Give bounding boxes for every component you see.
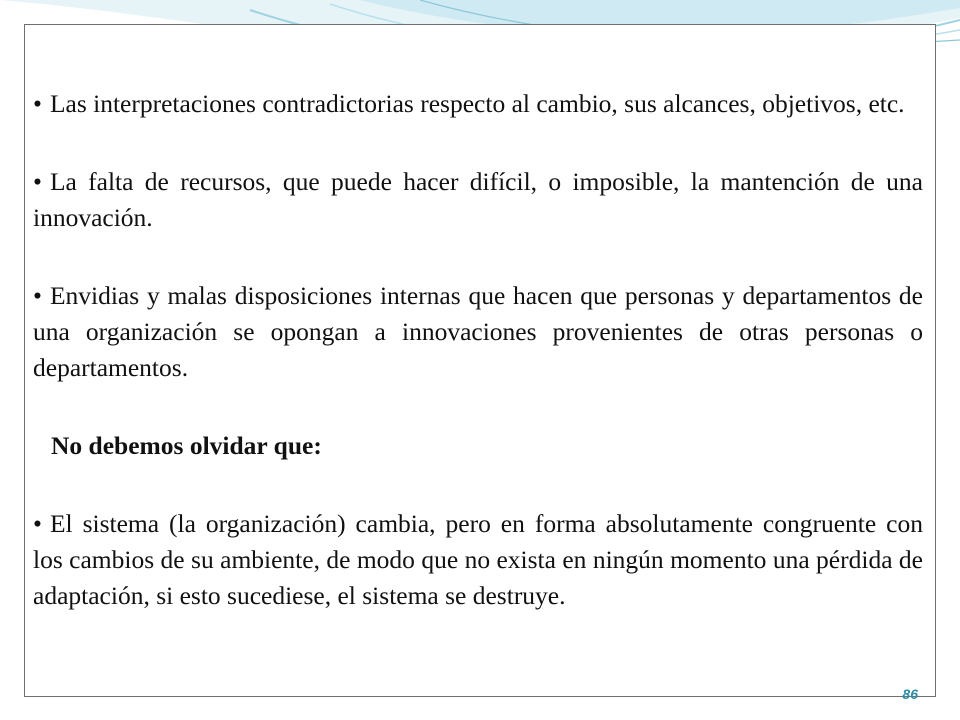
bullet-icon: • <box>33 281 42 310</box>
bullet-icon: • <box>33 509 42 538</box>
bullet-text: Las interpretaciones contradictorias respecto al cambio, sus alcances, objetivos, etc. <box>49 89 905 118</box>
bullet-item-envidias <box>33 278 923 386</box>
bullet-item-recursos <box>33 164 923 236</box>
bullet-text: Envidias y malas disposiciones internas que hacen que personas y departamentos de una organización se opongan a innovaciones provenientes de otras personas o departamentos. <box>33 281 923 382</box>
bullet-text: El sistema (la organización) cambia, pero en forma absolutamente congruente con los cambios de su ambiente, de modo que no exista en ningún momento una pérdida de adaptación, si esto sucediese, el sistema se destruye. <box>33 509 923 610</box>
page-number: 86 <box>902 686 918 702</box>
bullet-icon: • <box>33 167 42 196</box>
body-text <box>33 86 923 614</box>
bullet-item-interpretaciones <box>33 86 923 122</box>
bullet-text: La falta de recursos, que puede hacer difícil, o imposible, la mantención de una innovación. <box>33 167 923 232</box>
bullet-item-sistema <box>33 506 923 614</box>
section-heading: No debemos olvidar que: <box>51 431 322 460</box>
bullet-icon: • <box>33 89 42 118</box>
